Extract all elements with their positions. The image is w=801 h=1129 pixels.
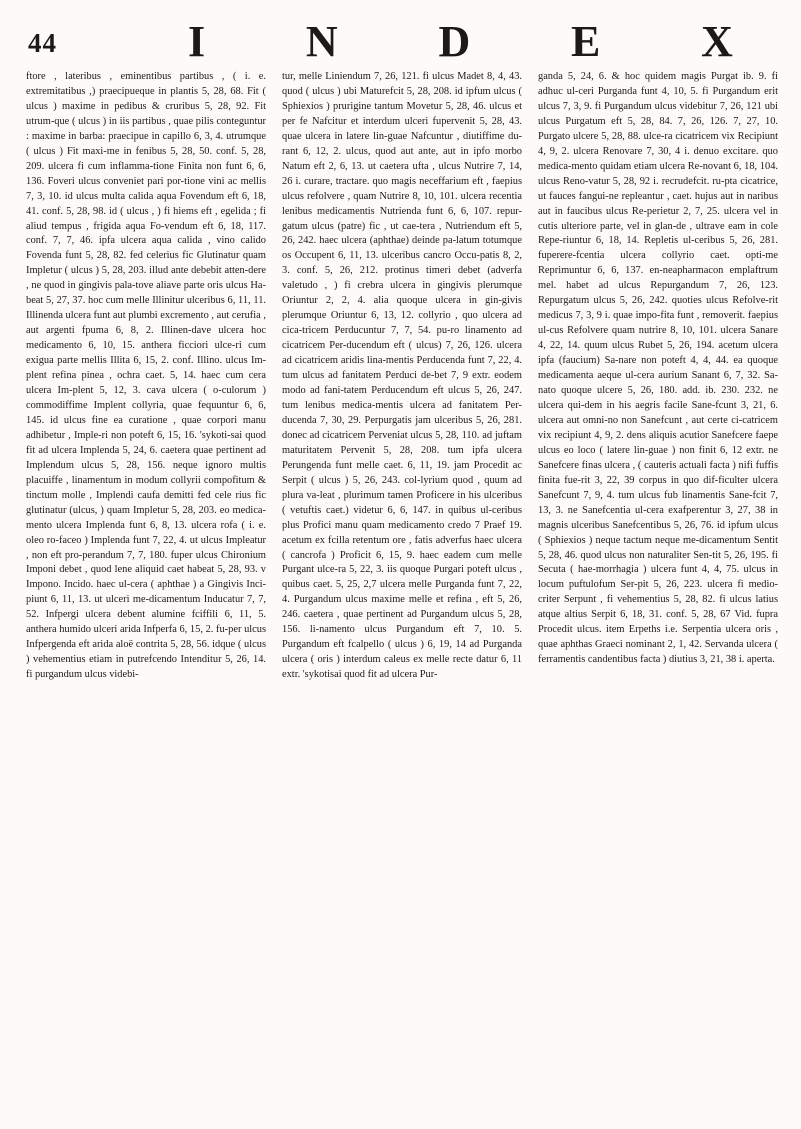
index-text-block: tur, melle Liniendum 7, 26, 121. fi ulcus Madet 8, 4, 43. quod ( ulcus ) ubi Maturefcit 5, 28, 208. id ipfum ulcus ( Sphiexios ) prurigine tantum Movetur 5, 28, 46. ulcus et per fe Nafcitur et interdum ulceri fupervenit 5, 28, 43. quae ulcera in latere lin-guae Nafcuntur , diutiffime du-rant 6, 12, 2. ulcus, quod aut ante, aut in ipfo morbo Natum eft 2, 6, 13. ut caetera ufta , ulcus Nutrire 7, 14, 26 i. curare, tractare. quo magis neceffarium eft , faepius ulcus refolvere , quam Nutrire 8, 10, 101. ulcera recentia lenibus medicamentis Nutrienda funt 6, 6, 107. repur-gatum ulcus (patre) fic , ut cae-tera , Nutriendum eft 5, 26, 242. haec ulcera (aphthae) deinde pa-latum totumque os Occupent 6, 11, 13. ulceribus cancro Occu-patis 8, 2, 3. conf. 5, 26, 212. protinus timeri debet (adverfa valetudo , ) fi crebra ulcera in gingivis plerumque Oriuntur 2, 2, 4. alia quoque ulcera in gin-givis plerumque Oriuntur 6, 13, 12. collyrio , quo ulcera ad cica-tricem Perducuntur 7, 7, 54. pu-ro linamento ad cicatricem Per-ducendum eft ( ulcus) 7, 26, 126. ulcera ad cicatricem aridis lina-mentis Perducenda funt 7, 22, 4. tum ulcus ad fanitatem Perduci de-bet 7, 9 extr. eodem modo ad fani-tatem Perducendum eft ulcus 5, 26, 247. tum lenibus medica-mentis ulcera ad fanitatem Per-ducenda 7, 30, 29. Perpurgatis jam ulceribus 5, 26, 281. donec ad cicatricem Perveniat ulcus 5, 28, 110. ad juftam maturitatem Pervenit 5, 28, 208. tum ipfa ulcera Perungenda funt melle caet. 6, 11, 19. jam Procedit ac Serpit ( ulcus ) 5, 26, 243. col-lyrium quod , quum ad plura va-leat , plurimum tamen Proficere in his ulceribus ( vetuftis caet.) videtur 6, 6, 147. in quibus ul-ceribus plus Profici manu quam medicamento credo 7 Praef 19. acetum ex fcilla retentum ore , fatis adverfus haec ulcera ( cancrofa ) Proficit 6, 15, 9. haec eadem cum melle Purgant ulce-ra 5, 22, 3. iis quoque Purgari poteft ulcus , quibus caet. 5, 25, 2,7 ulcera melle Purganda funt 7, 22, 4. Purgandum ulcus maxime melle et refina , eft 5, 26, 246. caetera , quae pertinent ad Purgandum ulcus 5, 28, 156. li-namento ulcus Purgandum eft 7, 10. 5. Purgandum eft fcalpello ( ulcus ) 6, 19, 14 ad Purganda ulcera ( oris ) interdum caleus ex melle recte datur 6, 11 extr. 'sykotisai quod fit ad ulcera Pur- bbox=[282, 71, 522, 681]
page-header bbox=[28, 17, 773, 66]
running-title-letter: E bbox=[571, 17, 601, 66]
index-column-middle bbox=[282, 70, 522, 1110]
index-column-right bbox=[538, 70, 778, 1110]
page-number: 44 bbox=[28, 28, 57, 58]
running-title bbox=[148, 17, 773, 66]
index-text-block: ftore , lateribus , eminentibus partibus , ( i. e. extremitatibus ,) praecipueque in plantis 5, 28, 68. Fit ( ulcus ) maxime in pedibus & cruribus 5, 28, 92. Fit utrum-que ( ulcus ) in iis partibus , quae pilis conteguntur : maxime in barba: praecipue in capillo 6, 3, 4. utrumque ( ulcus ) Fit maxi-me in fenibus 5, 28, 50. conf. 5, 28, 209. ulcera fi cum inflamma-tione Finita non funt 6, 6, 136. Foveri ulcus conveniet pari por-tione vini ac mellis 7, 3, 10. id ulcus multa calida aqua Fovendum eft 6, 18, 41. conf. 5, 28, 98. id ( ulcus , ) fi hiems eft , egelida ; fi aliud tempus , frigida aqua Fo-vendum eft 6, 18, 117. conf. 7, 7, 46. ipfa ulcera aqua calida , vino calido Fovenda funt 5, 28, 82. fed celerius fic Glutinatur quam Impletur ( ulcus ) 5, 28, 203. illud ante debebit atten-dere , ne quod in gingivis pala-tove aliave parte oris ulcus Ha-beat 5, 27, 37. hoc cum melle Illinitur ulceribus 6, 11, 11. Illinenda ulcera funt aut plumbi excremento , aut cerufia , aut argenti fpuma 6, 8, 2. Illinen-dave ulcera hoc medicamento 6, 10, 15. anthera ficciori ulce-ri cum exigua parte mellis Illita 6, 15, 2. conf. Illino. ulcus Im-plent refina pinea , ochra caet. 5, 14. haec cum cera ulcera Im-plent 5, 12, 3. cava ulcera ( o-culorum ) commodiffime Implent collyria, quae fequuntur 6, 6, 145. id ulcus fine ea curatione , quae corpori manu adhibetur , Imple-ri non poteft 6, 15, 16. 'sykoti-sai quod fit ad ulcera Implenda 5, 24, 6. caetera quae pertinent ad Implendum ulcus 5, 28, 156. neque ignoro multis placuiffe , linamentum in modum collyrii compofitum & tinctum molle , Implendi caufa demitti fed cele rius fic glutinatur (ulcus, ) quam Impletur 5, 28, 203. eo medica-mento ulcera Implenda funt 6, 8, 13. ulcera rofa ( i. e. oleo ro-faceo ) Implenda funt 7, 22, 4. ut ulcus Impleatur , non eft pro-perandum 7, 7, 180. fuper ulcus Chironium Imponi debet , quod lene aliquid caet habeat 5, 28, 93. v Impono. Incido. haec ul-cera ( aphthae ) a Gingivis Inci-piunt 6, 11, 13. ut ulceri me-dicamentum Inducatur 7, 7, 52. Infpergi ulcera debent alumine fciffili 6, 11, 5. anthera humido ulceri arida Infperfa 6, 15, 2. fu-per ulcus Infpergenda eft arida aloë contrita 5, 28, 56. idque ( ulcus ) vehementius etiam in putrefcendo Intenditur 5, 26, 14. fi purgandum ulcus videbi- bbox=[26, 71, 266, 681]
index-columns bbox=[26, 70, 778, 1110]
index-text-block: ganda 5, 24, 6. & hoc quidem magis Purgat ib. 9. fi adhuc ul-ceri Purganda funt 4, 10, 5. fi Purgandum erit ulcus 7, 3, 9. fi Purgandum ulcus videbitur 7, 26, 121 ubi ulcus Purgatum eft 5, 28, 84. 7, 26, 126. 7, 27, 10. Purgato ulcere 5, 28, 88. ulce-ra cicatricem vix Recipiunt 4, 9, 2. ulcera Renovare 7, 30, 4 i. denuo excitare. quo medica-mento quidam etiam ulcera Re-novant 6, 18, 104. ulcus Reno-vatur 5, 28, 92 i. recrudefcit. ru-pta cicatrice, ut fauces fangui-ne repleantur , caet. hujus aut in naribus aut in faucibus ulcus Re-perietur 2, 7, 25. ulcera vel in cutis ulteriore parte, vel in glan-de , ultrave eam in cole Repe-riuntur 6, 18, 14. Repletis ul-ceribus 5, 26, 281. fuperere-fcentia ulcera collyrio caet. opti-me Reprimuntur 6, 6, 137. en-neapharmacon emplaftrum mel. habet ad ulcus Repurgandum 7, 26, 123. Repurgatum ulcus 5, 26, 242. quoties ulcus Refolve-rit medicus 7, 3, 9 i. quae impo-fita funt , removerit. faepius ul-cus Refolvere quam nutrire 8, 10, 101. ulcera Sanare 4, 22, 14. quum ulcus Rubet 5, 26, 194. acetum ulcera ipfa (faucium) Sa-nare non poteft 4, 4, 44. ea quoque medicamenta aeque ul-cera aurium Sanant 6, 7, 32. Sa-nato quoque ulcere 5, 26, 180. add. ib. 230. 232. ne ulcera qui-dem in his aegris facile Sane-fcunt 3, 21, 6. ulcera aut omni-no non Sanefcunt , aut certe ci-catricem vix recipiunt 4, 9, 2. dens aliquis acutior Sanefcere faepe ulcus eo loco ( latere lin-guae ) non finit 6, 12 extr. ne Sanefcere finas ulcera , ( cauteris actuali facta ) nifi fuffis finita fue-rit 3, 22, 39 corpus in quo dif-ficulter ulcera Sanefcunt 7, 9, 4. tum ulcus fub linamentis Sane-fcit 7, 13, 3. ne Sanefcentia ul-cera exafperentur 3, 27, 38 in magnis ulceribus Sanefcentibus 5, 26, 76. id ipfum ulcus ( Sphiexios ) neque tactum neque me-dicamentum Sentit 5, 28, 46. quod ulcus non naturaliter Sen-tit 5, 26, 195. fi Secuta ( hae-morrhagia ) ulcera funt 4, 4, 75. ulcus in locum puftulofum Ser-pit 5, 26, 223. ulcera fi medio-criter Serpunt , fi vehementius 5, 28, 82. fi ulcus latius atque altius Serpit 6, 18, 31. conf. 5, 28, 67 Vid. fupra Procedit ulcus. item Erpeths i.e. Serpentia ulcera oris , quae aphthas Graeci nominant 2, 1, 42. Servanda ulcera ( ferramentis candentibus facta ) diutius 3, 21, 38 i. aperta. bbox=[538, 71, 778, 666]
running-title-letter: D bbox=[438, 17, 471, 66]
running-title-letter: I bbox=[188, 17, 206, 66]
index-column-left bbox=[26, 70, 266, 1110]
running-title-letter: X bbox=[701, 17, 733, 66]
running-title-letter: N bbox=[305, 17, 338, 66]
